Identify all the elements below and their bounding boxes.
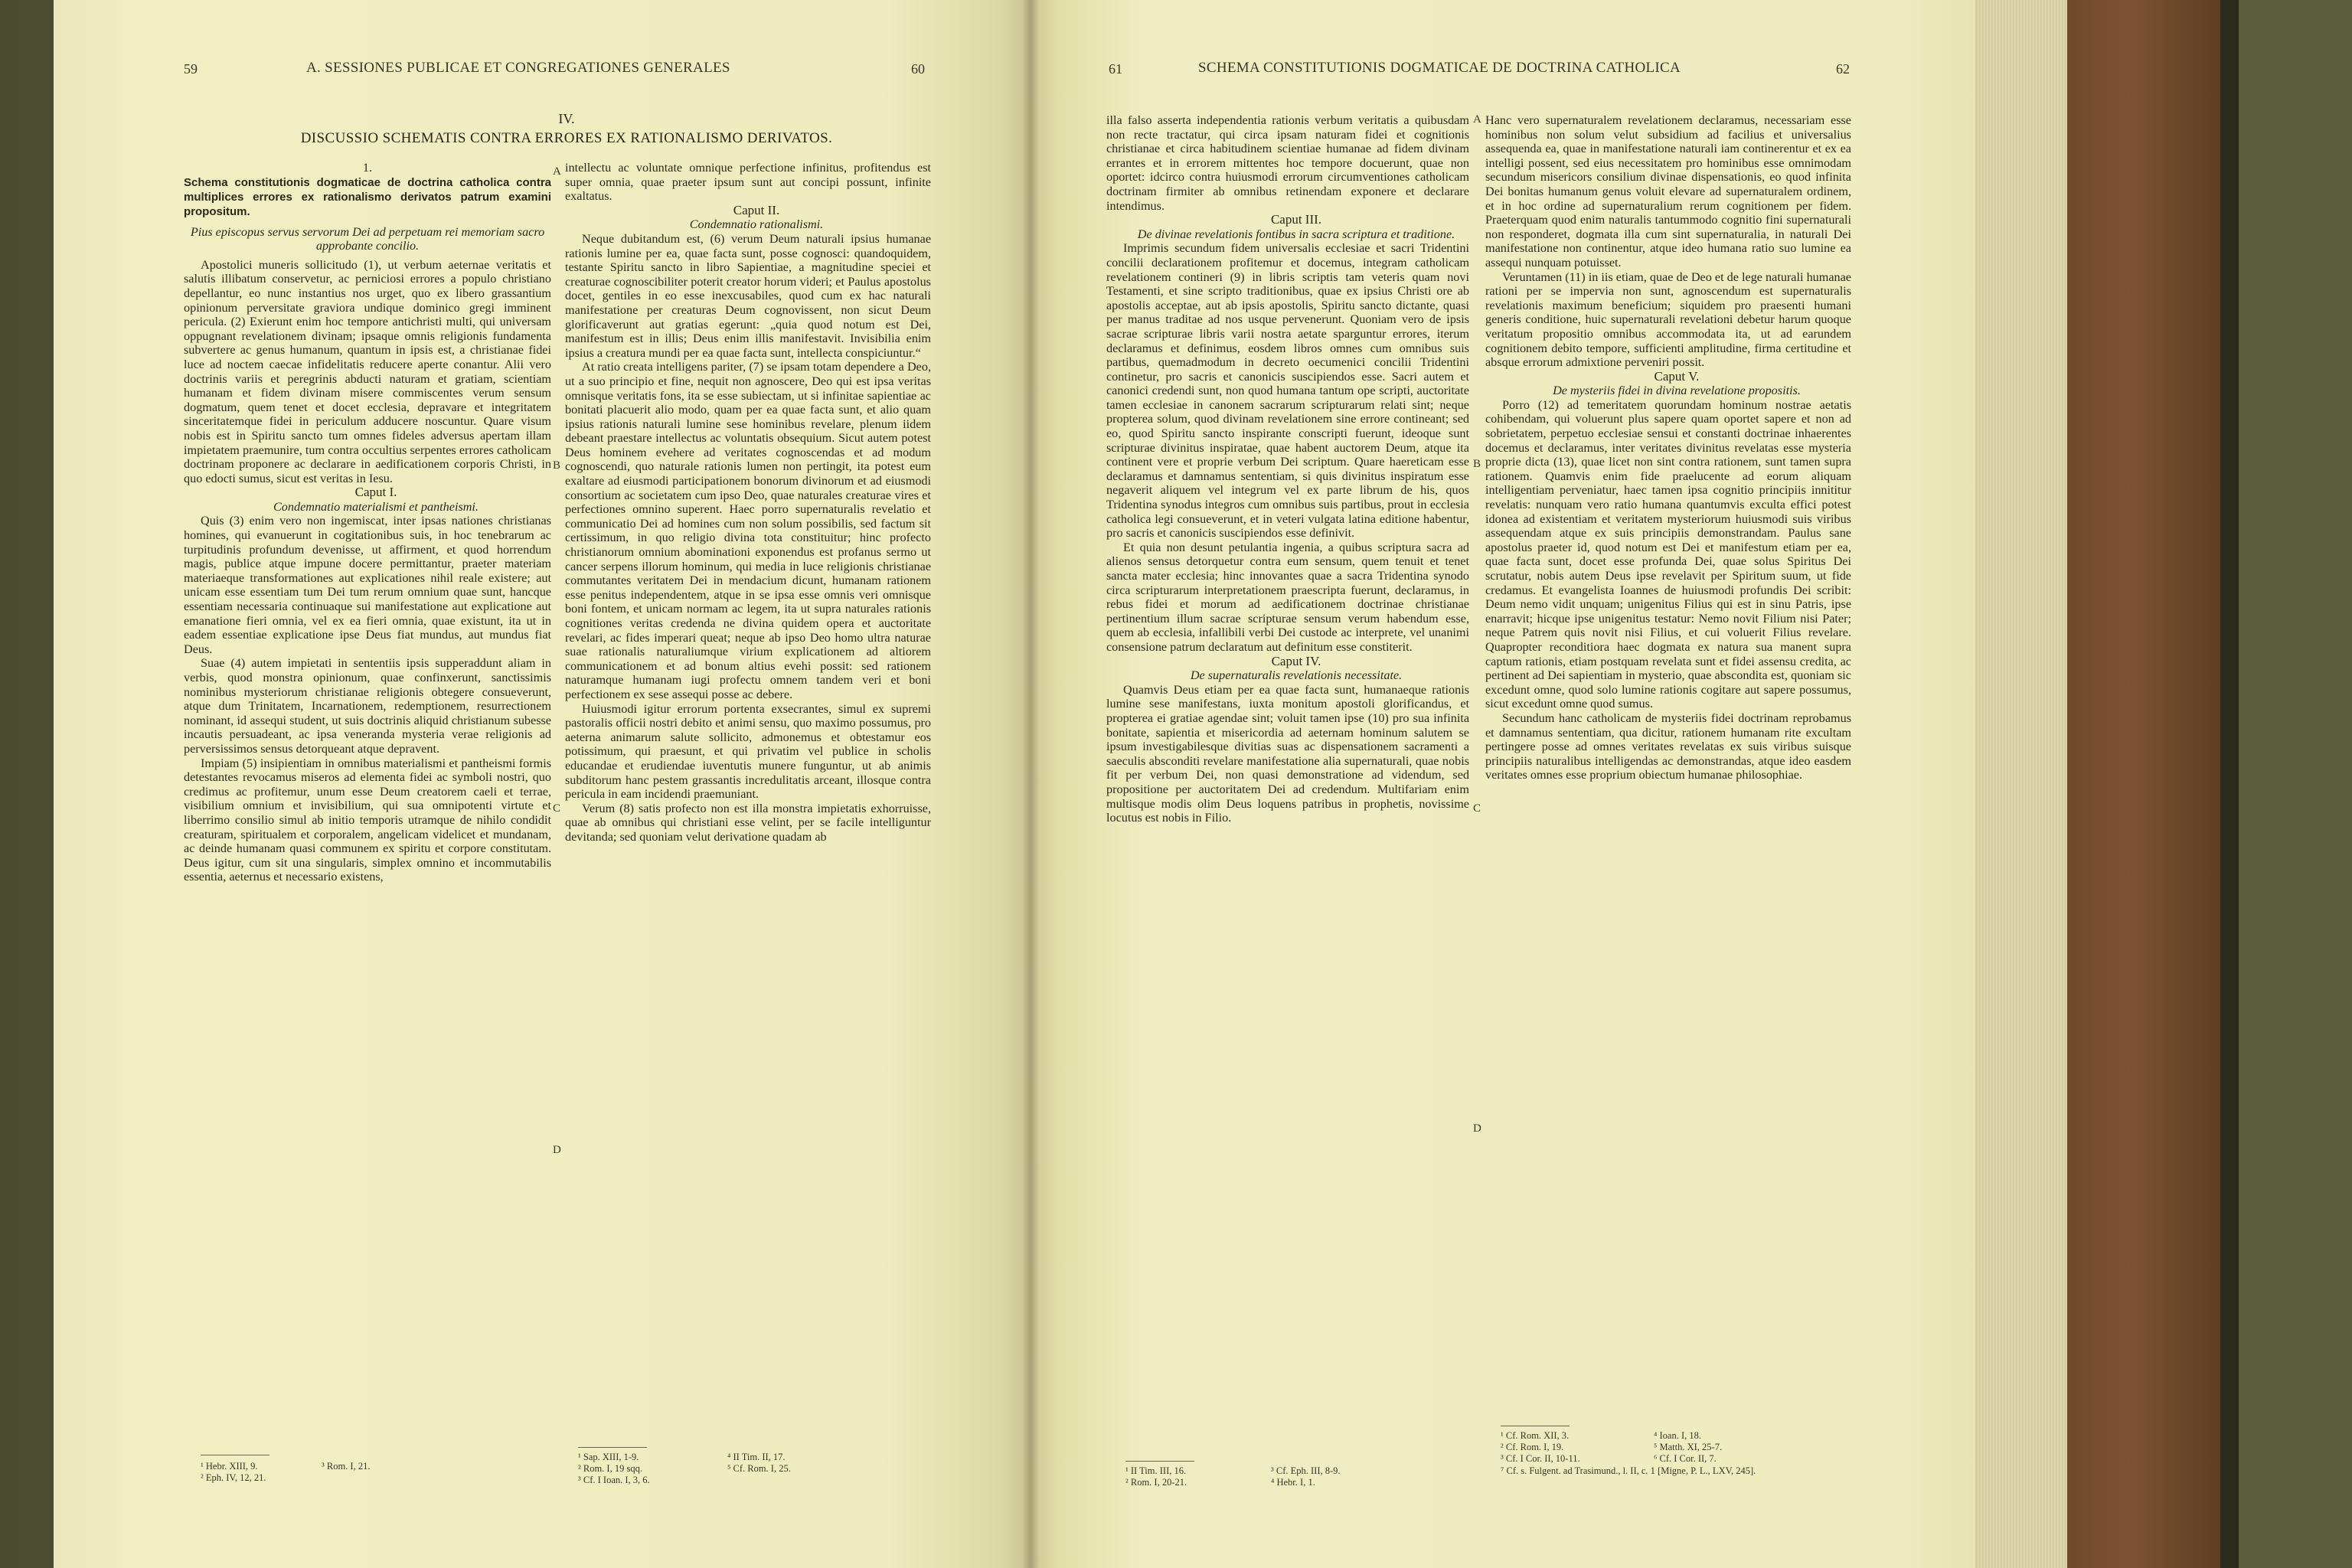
paragraph: Huiusmodi igitur errorum portenta exsecrantes, simul ex supremi pastoralis officii nostri debito et animi sensu, quo maximo possumus, pro aeterna animarum salute sollicito, admonemus et obtestamur eos potissimum, qui praesunt, et qui privatim vel publice in scholis educandae et erudiendae iuventutis munere funguntur, ut ab animis subditorum hanc pestem grassantis incredulitatis arceant, illosque contra pericula in eam incidendi praemuniant.: [565, 701, 931, 802]
caput-heading: Caput I.: [354, 485, 397, 500]
footnote-rule: [1125, 1461, 1194, 1462]
left-column-2: [565, 161, 931, 1447]
footnote: ¹ II Tim. III, 16.: [1125, 1465, 1187, 1476]
footnotes: [1125, 1465, 1187, 1488]
paragraph: Neque dubitandum est, (6) verum Deum naturali ipsius humanae rationis lumine per ea, quae facta sunt, posse cognosci: quandoquidem, testante Spiritu sancto in libro Sapientiae, a magnitudine speciei et creaturae cognoscibiliter poterit creator horum videri; et Paulus apostolus docet, gentiles in eo esse inexcusabiles, quod cum ex hac naturali manifestatione per creaturas Deum cognovissent, non sicut Deum glorificaverunt aut gratias egerunt: „quia quod notum est Dei, manifestum est in illis; Deus enim illis manifestavit. Invisibilia enim ipsius a creatura mundi per ea quae facta sunt, intellecta conspiciuntur.“: [565, 231, 931, 360]
running-head: SCHEMA CONSTITUTIONIS DOGMATICAE DE DOCTRINA CATHOLICA: [1198, 60, 1681, 76]
pius-heading: Pius episcopus servus servorum Dei ad perpetuam rei memoriam sacro approbante concilio.: [190, 224, 545, 253]
caput-subtitle: De mysteriis fidei in divina revelatione propositis.: [1553, 384, 1801, 398]
footnotes: [578, 1452, 650, 1486]
margin-letter: B: [1473, 458, 1481, 470]
caput-subtitle: Condemnatio materialismi et pantheismi.: [273, 499, 479, 514]
footnote: ⁴ II Tim. II, 17.: [727, 1452, 786, 1462]
footnote: ³ Cf. I Cor. II, 10-11.: [1501, 1453, 1580, 1464]
paragraph: Secundum hanc catholicam de mysteriis fidei doctrinam reprobamus et damnamus sententiam, qua dicitur, rationem humanam rite excultam pertingere posse ad omnes veritates revelatas ex suis viribus suisque principiis naturalibus intelligendas ac demonstrandas, atque ideo easdem veritates omnes esse proprium obiectum humanae philosophiae.: [1485, 710, 1851, 782]
caput-subtitle: De divinae revelationis fontibus in sacra scriptura et traditione.: [1137, 227, 1455, 241]
margin-letter: B: [553, 459, 561, 472]
footnote: ¹ Hebr. XIII, 9.: [201, 1461, 258, 1472]
section-heading: [184, 111, 949, 147]
paragraph: Apostolici muneris sollicitudo (1), ut verbum aeternae veritatis et salutis illibatum conservetur, ac perniciosi errores a populo christiano depellantur, eo nunc instantius nos urget, quo ex libero grassantium opinionum perversitate graviora undique dominico gregi imminent pericula. (2) Exierunt enim hoc tempore antichristi multi, qui universam oppugnant revelationem divinam; ipsaque omnis religionis fundamenta subvertere ac genus humanum, quantum in ipsis est, a christianae fidei luce ad noctem caecae infidelitatis reducere aperte conantur. Alii vero doctrinis variis et peregrinis abducti naturam et gratiam, scientiam humanam et fidem divinam misere commiscentes verum sensum dogmatum, quem tenet et docet ecclesia, depravare et integritatem sinceritatemque fidei in periculum adducere noscuntur. Quare visum nobis est in Spiritu sancto tum omnes fideles adversus apertam illam impietatem praemunire, tum contra occultius serpentes errores catholicam doctrinam proponere ac declarare in aedificationem corporis Christi, in quo edocti sumus, sicut est veritas in Iesu.: [184, 257, 551, 485]
footnotes: [201, 1461, 266, 1484]
margin-letter: C: [553, 802, 561, 815]
page-number: 62: [1836, 61, 1850, 77]
footnote: ⁵ Cf. Rom. I, 25.: [727, 1463, 791, 1474]
schema-title: Schema constitutionis dogmaticae de doctrina catholica contra multiplices errores ex rationalismo derivatos patrum examini propositum.: [184, 175, 551, 218]
footnote: ¹ Sap. XIII, 1-9.: [578, 1452, 639, 1462]
margin-letter: D: [553, 1144, 561, 1156]
caput-subtitle: De supernaturalis revelationis necessitate.: [1190, 668, 1403, 683]
paragraph: Et quia non desunt petulantia ingenia, a quibus scriptura sacra ad alienos sensus detorquetur contra eum sensum, quem tenuit et tenet sancta mater ecclesia; hinc innovantes quae a sacra Tridentina synodo circa scripturarum interpretationem praescripta fuerunt, declaramus, in rebus fidei et morum ad aedificationem doctrinae christianae pertinentium illum sacrae scripturae sensum verum habendum esse, quem ab ecclesia, infallibili verbi Dei custode ac interprete, vel unanimi consensione patrum declaratum aut definitum esse constiterit.: [1106, 540, 1469, 654]
paragraph: Hanc vero supernaturalem revelationem declaramus, necessariam esse hominibus non solum velut subsidium ad facilius et universalius assequenda ea, quae in manifestatione naturali iam continerentur et ex ea intelligi possent, sed eius necessitatem pro hominibus esse omnimodam secundum misericors consilium divinae dispensationis, eo quod infinita Dei bonitas humanum genus voluit elevare ad supernaturalem ordinem, et in hoc ordine ad supernaturalium rerum cognitionem per fidem. Praeterquam quod enim naturalis tantummodo cognitio fini supernaturali non responderet, dogmata illa cum sint supernaturalia, in naturali Dei manifestatione non continentur, atque ideo humana ratio suo lumine ea assequi nunquam potuisset.: [1485, 113, 1851, 270]
footnote: ⁷ Cf. s. Fulgent. ad Trasimund., l. II, c. 1 [Migne, P. L., LXV, 245].: [1501, 1465, 1756, 1476]
paragraph: Quis (3) enim vero non ingemiscat, inter ipsas nationes christianas homines, qui evanuerunt in cogitationibus suis, in hoc tenebrarum ac turpitudinis profundum devenisse, ut affirment, et quod horrendum magis, publice atque impune docere permittantur, praeter materiam materiaeque transformationes aut explicationes nihil reale existere; aut unicam esse essentiam tum Dei tum rerum omnium quae sunt, hancque essentiam necessaria continuaque sui manifestatione aut explicatione aut emanatione fieri omnia, vel ex ea fieri omnia, quae existunt, ita ut in eadem essentiae explicatione ipse Deus fiat mundus, aut mundus fiat Deus.: [184, 514, 551, 656]
footnote: ² Rom. I, 20-21.: [1125, 1477, 1187, 1488]
page-number: 60: [911, 61, 925, 77]
page-number: 61: [1109, 61, 1122, 77]
footnote: ⁴ Hebr. I, 1.: [1271, 1477, 1315, 1488]
footnotes: [1654, 1430, 1722, 1465]
margin-letter: A: [553, 165, 561, 178]
footnote: ⁴ Ioan. I, 18.: [1654, 1430, 1701, 1441]
paragraph: Porro (12) ad temeritatem quorundam hominum nostrae aetatis cohibendam, qui voluerunt plus sapere quam oportet sapere et non ad sobrietatem, perpetuo ecclesiae sensui et constanti doctrinae inhaerentes docemus et declaramus, inter veritates divinitus revelatas esse mysteria proprie dicta (13), quae licet non sint contra rationem, sunt tamen supra rationem. Quamvis enim fide praelucente ad eorum aliquam intelligentiam perveniatur, haec tamen ipsa cognitio principiis innititur revelatis: nunquam vero ratio humana quantumvis exculta effici potest idonea ad existentiam et veritatem mysteriorum huiusmodi suis viribus assequendam atque ex suis principiis demonstrandam. Paulus sane apostolus praeter id, quod notum est Dei et manifestum etiam per ea, quae facta sunt, docet esse profunda Dei, quae solus Spiritus Dei scrutatur, nobis autem Deus ipse revelavit per Spiritum suum, ut fide credamus. Et evangelista Ioannes de huiusmodi profundis Dei scribit: Deum nemo vidit unquam; unigenitus Filius qui est in sinu Patris, ipse enarravit; hicque ipse unigenitus testatur: Nemo novit Filium nisi Pater; neque Patrem quis novit nisi Filius, et cui voluerit Filius revelare. Quapropter reconditiora haec dogmata ex natura sua manent supra captum rationis, etiam postquam revelata sunt et fidei assensu credita, ac pertinent ad Dei sapientiam in mysterio, quae abscondita est, quoniam sic excedunt omne, quod solo lumine rationis cogitare aut sapere possumus, sicut excedunt omne quod sumus.: [1485, 397, 1851, 711]
right-column-1: [1106, 113, 1469, 1446]
paragraph: Imprimis secundum fidem universalis ecclesiae et sacri Tridentini concilii declarationem profitemur et docemus, integram catholicam revelationem contineri (9) in libris scriptis tam veteris quam novi Testamenti, et sine scripto traditionibus, quae ex ipsius Christi ore ab apostolis acceptae, aut ab ipsis apostolis, Spiritu sancto dictante, quasi per manus traditae ad nos usque pervenerunt. Quoniam vero de ipsis sacrae scripturae libris varii nostra aetate sparguntur errores, iterum declaramus et definimus, eosdem libros omnes cum omnibus suis partibus, quemadmodum in decreto oecumenici concilii Tridentini continetur, pro sacris et canonicis suscipiendos esse. Sacri autem et canonici credendi sunt, non quod humana tantum ope scripti, auctoritate tamen ecclesiae in canonem sacrarum scripturarum relati sint; neque propterea solum, quod divinam revelationem sine errore contineant; sed eo, quod Spiritu sancto inspirante conscripti fuerunt, ideoque sunt scripturae divinitus inspiratae, quae habent auctorem Deum, atque ita continent vere et proprie verbum Dei scriptum. Quare haereticam esse declaramus et damnamus sententiam, si quis divinitus inspiratum esse negaverit aliquem vel integrum vel ex parte librum de his, quos Tridentina synodus integros cum omnibus suis partibus, prout in ecclesia catholica legi consueverunt, et in veteri vulgata latina editione habentur, pro sacris et canonicis suscipiendos esse definivit.: [1106, 241, 1469, 541]
book-spine: [2220, 0, 2239, 1568]
caput-heading: Caput IV.: [1271, 653, 1321, 668]
footnote: ² Cf. Rom. I, 19.: [1501, 1442, 1564, 1452]
paragraph: Impiam (5) insipientiam in omnibus materialismi et pantheismi formis detestantes revocamus miseros ad elementa fidei ac symboli nostri, quo credimus ac profitemur, unum esse Deum creatorem caeli et terrae, visibilium omnium et invisibilium, qui sua omnipotenti virtute et liberrimo consilio simul ab initio temporis utramque de nihilo condidit creaturam, spiritualem et corporalem, angelicam videlicet et mundanam, ac deinde humanam quasi communem ex spiritu et corpore constitutam. Deus igitur, cum sit una singularis, simplex omnino et incommutabilis essentia, aeternus et necessario existens,: [184, 756, 551, 884]
book-cover: [2067, 0, 2224, 1568]
paragraph: illa falso asserta independentia rationis verbum veritatis a quibusdam non recte tractatur, qui circa ipsam naturam fidei et cognitionis christianae et circa habitudinem scientiae humanae ad fidem divinam errantes et in errorem mittentes hoc tempore docuerunt, quae non oportet: idcirco contra huiusmodi errorum circumventiones catholicam doctrinam firmiter ab omnibus retinendam exponere et declarare intendimus.: [1106, 113, 1469, 213]
footnotes: [1271, 1465, 1341, 1488]
margin-letter: C: [1473, 802, 1481, 815]
caput-heading: Caput V.: [1654, 368, 1700, 384]
caput-subtitle: Condemnatio rationalismi.: [689, 217, 824, 232]
paragraph: Verum (8) satis profecto non est illa monstra impietatis exhorruisse, quae ab omnibus qui christiani esse velint, per se facile intelliguntur devitanda; sed quoniam velut derivatione quadam ab: [565, 801, 931, 844]
page-number: 59: [184, 61, 198, 77]
footnote: ² Rom. I, 19 sqq.: [578, 1463, 642, 1474]
paragraph: Suae (4) autem impietati in sententiis ipsis supperaddunt aliam in verbis, quod monstra opinionum, quae confinxerunt, sanctissimis nominibus mysteriorum christianae religionis obtegere consueverunt, atque dum Trinitatem, Incarnationem, redemptionem, resurrectionem nominant, id assequi student, ut suis doctrinis aliquid christianum subesse incautis persuadeant, ac ipsa veneranda mysteria verae religionis ad perversissimos sensus detorqueant atque depravent.: [184, 656, 551, 756]
footnote: ³ Cf. I Ioan. I, 3, 6.: [578, 1475, 650, 1485]
paragraph: intellectu ac voluntate omnique perfectione infinitus, profitendus est super omnia, quae praeter ipsum sunt aut concipi possunt, infinite exaltatus.: [565, 161, 931, 204]
left-column-1: [184, 161, 551, 1447]
paragraph: Veruntamen (11) in iis etiam, quae de Deo et de lege naturali humanae rationi per se impervia non sunt, agnoscendum est supernaturalis revelationis maximum beneficium; siquidem pro praesenti humani generis conditione, huic supernaturali revelationi debetur harum quoque veritatum propositio omnibus accommodata ita, ut ad earundem cognitionem debito tempore, sufficienti amplitudine, firma certitudine et absque errorum admixtione perveniri possit.: [1485, 270, 1851, 370]
book-gutter: [1022, 0, 1039, 1568]
footnote: ⁵ Matth. XI, 25-7.: [1654, 1442, 1723, 1452]
running-head: A. SESSIONES PUBLICAE ET CONGREGATIONES GENERALES: [306, 60, 730, 76]
footnote-rule: [578, 1447, 647, 1448]
footnotes: [727, 1452, 791, 1475]
margin-letter: D: [1473, 1122, 1481, 1135]
caput-heading: Caput II.: [733, 202, 780, 217]
footnotes: [1501, 1465, 1853, 1477]
footnote: ³ Cf. Eph. III, 8-9.: [1271, 1465, 1341, 1476]
paragraph: Quamvis Deus etiam per ea quae facta sunt, humanaeque rationis lumine sese manifestans, iuxta monitum apostoli glorificandus, et propterea ei gratiae agendae sint; voluit tamen ipse (10) pro sua infinita bonitate, sapientia et misericordia ad aeternam hominum salutem se ipsum investigabilesque divitias suas ac dispensationem sacramenti a saeculis absconditi revelare manifestatione alia supernaturali, quae nobis fit per verbum Dei, non quasi demonstratione ad videndum, sed propositione per auctoritatem Dei ad credendum. Multifariam enim multisque modis olim Deus loquens patribus in prophetis, novissime locutus est nobis in Filio.: [1106, 682, 1469, 825]
schema-number: 1.: [362, 161, 373, 175]
section-number: IV.: [558, 111, 575, 126]
page-edges: [1975, 0, 2067, 1568]
footnote: ¹ Cf. Rom. XII, 3.: [1501, 1430, 1570, 1441]
caput-heading: Caput III.: [1270, 212, 1322, 227]
margin-letter: A: [1473, 113, 1481, 126]
section-title: DISCUSSIO SCHEMATIS CONTRA ERRORES EX RATIONALISMO DERIVATOS.: [300, 130, 833, 146]
footnote: ⁶ Cf. I Cor. II, 7.: [1654, 1453, 1717, 1464]
paragraph: At ratio creata intelligens pariter, (7) se ipsam totam dependere a Deo, ut a suo principio et fine, nequit non agnoscere, Deo qui est ipsa veritas omnisque veritatis fons, ita se esse subiectam, ut si infinitae sapientiae ac bonitati placuerit alio modo, quam per ea quae facta sunt, et alio quam ipsius rationis naturali lumine sese hominibus revelare, plenum iidem debeant praestare intellectus ac voluntatis obsequium. Sicut autem potest Deus hominem evehere ad veritates cognoscendas et ad modum cognoscendi, quo naturale rationis lumen non pertingit, ita potest eum exaltare ad eiusmodi participationem bonorum divinorum et ad eiusmodi consortium ac societatem cum ipso Deo, quae naturales creaturae vires et perfectiones omnino superent. Haec porro supernaturalis revelatio et communicatio Dei ad homines cum non solum possibilis, sed factum sit certissimum, in quo religio divina tota constituitur; hinc profecto christianorum omnium abominationi exponendus est profanus sermo ut cancer serpens illorum hominum, qui media in luce religionis christianae commutantes veritatem Dei in mendacium dicunt, humanam rationem esse penitus independentem, atque in se ipsa esse omnis veri omnisque boni fontem, et unicam normam ac legem, ita ut supra naturales rationis cognitiones veritas credenda ne divina quidem opera et auctoritate revelari, ac fides imperari queat; neque ab ipso Deo homo ultra naturae suae rationalis naturaliumque virium explicationem ad altiorem communicationem et ad bonum altius evehi possit: sed rationem naturamque humanam iugi profectu omnem tandem veri et boni perfectionem ex sese assequi posse ac debere.: [565, 360, 931, 701]
footnote: ³ Rom. I, 21.: [322, 1461, 371, 1472]
right-column-2: [1485, 113, 1851, 1446]
footnotes: [322, 1461, 370, 1472]
footnote: ² Eph. IV, 12, 21.: [201, 1472, 266, 1483]
